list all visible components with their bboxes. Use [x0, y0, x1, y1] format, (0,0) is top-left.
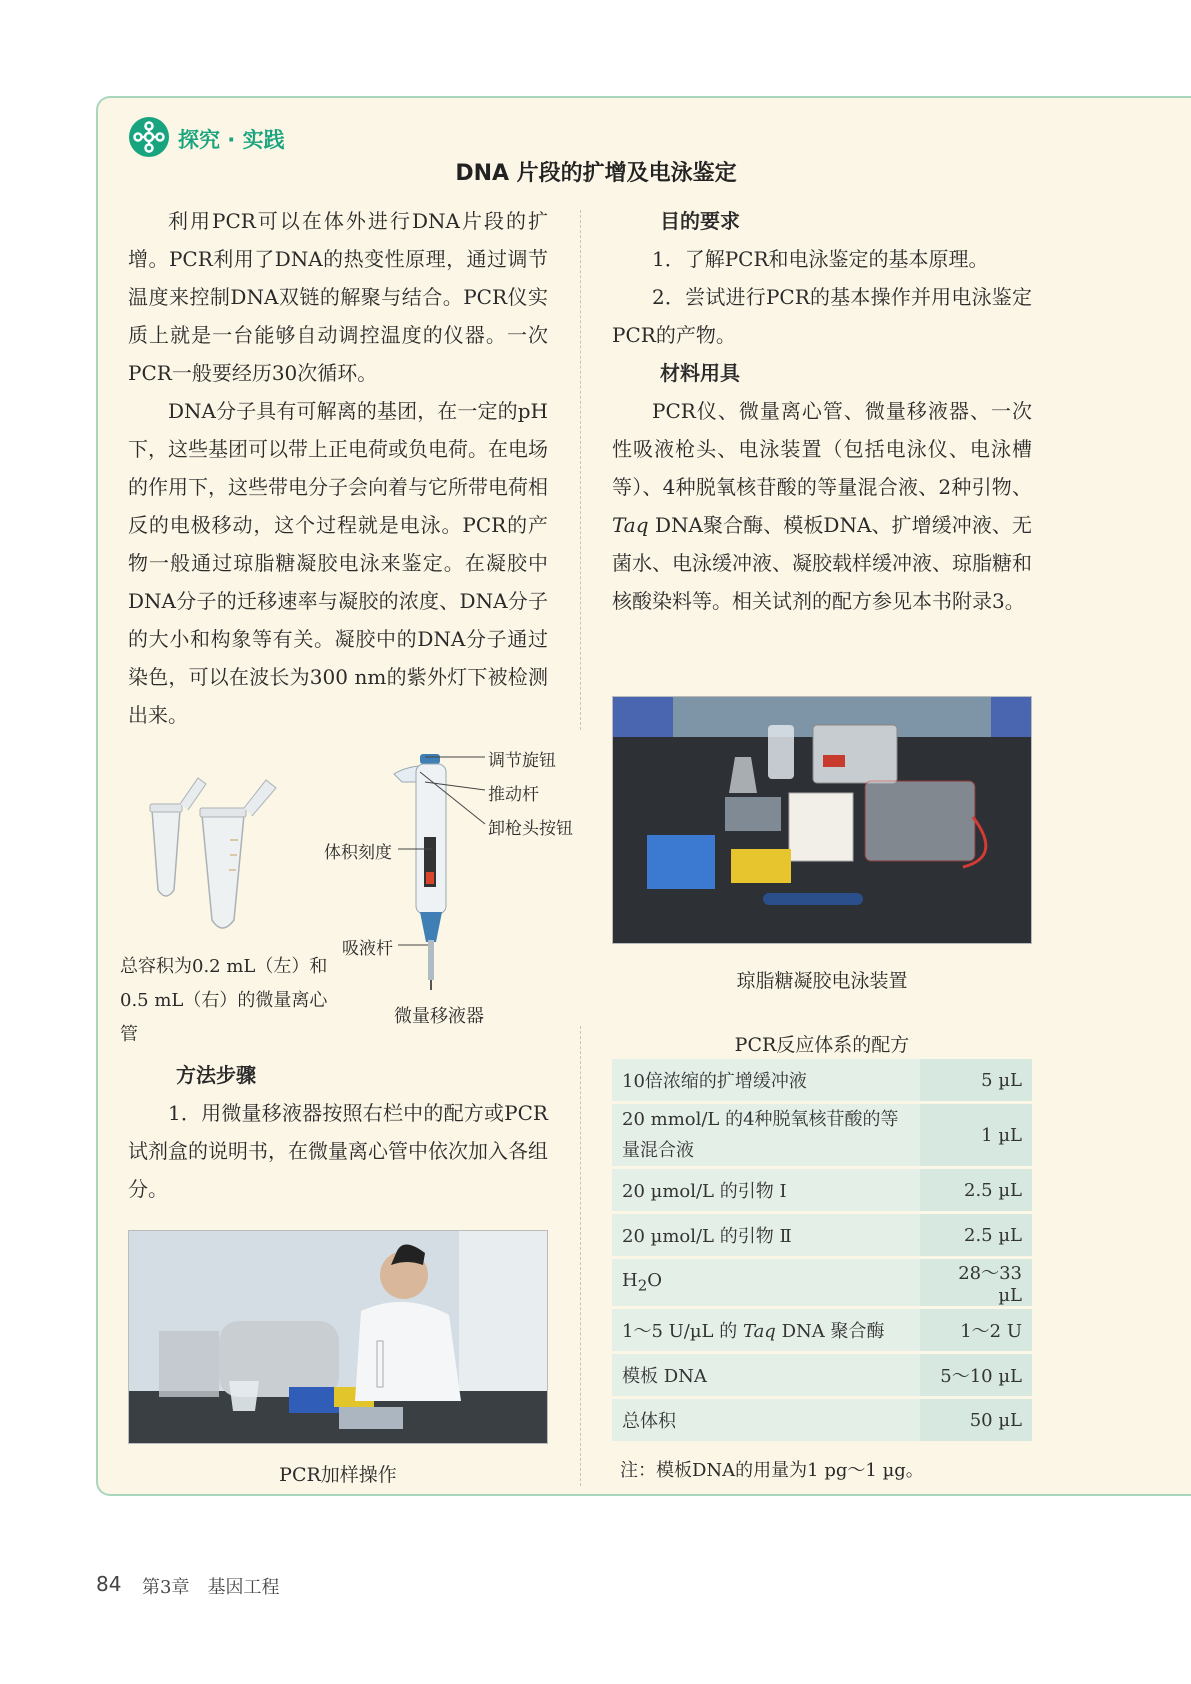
gel-electrophoresis-photo	[612, 696, 1032, 944]
table-row	[612, 1399, 1032, 1441]
table-row	[612, 1259, 1032, 1306]
gel-caption: 琼脂糖凝胶电泳装置	[736, 970, 908, 992]
recipe-title: PCR反应体系的配方	[734, 1034, 910, 1056]
intro-text	[128, 202, 548, 734]
page-number: 84	[96, 1572, 122, 1596]
pcr-loading-photo	[128, 1230, 548, 1444]
recipe-value: 1～2 U	[920, 1309, 1032, 1351]
recipe-name: 20 µmol/L 的引物 Ⅱ	[612, 1214, 920, 1256]
pipette-label-volume: 体积刻度	[324, 843, 392, 863]
objective-item-2: 2．尝试进行PCR的基本操作并用电泳鉴定PCR的产物。	[612, 285, 1032, 347]
column-divider	[580, 1026, 581, 1486]
section-label: 探究 · 实践	[178, 128, 285, 152]
page-title: DNA 片段的扩增及电泳鉴定	[455, 161, 737, 186]
method-step-1: 1．用微量移液器按照右栏中的配方或PCR试剂盒的说明书，在微量离心管中依次加入各组分。	[128, 1101, 548, 1201]
pipette-label-plunger: 推动杆	[488, 785, 539, 805]
recipe-name: 总体积	[612, 1399, 920, 1441]
pipette-caption: 微量移液器	[394, 1006, 484, 1027]
table-row	[612, 1354, 1032, 1396]
materials-heading: 材料用具	[660, 361, 740, 385]
tubes-caption: 总容积为0.2 mL（左）和0.5 mL（右）的微量离心管	[120, 956, 328, 1045]
methods-heading: 方法步骤	[176, 1063, 256, 1087]
recipe-value: 1 µL	[920, 1104, 1032, 1166]
table-row	[612, 1309, 1032, 1351]
pipette-label-knob: 调节旋钮	[488, 751, 556, 771]
methods-section	[128, 1056, 548, 1208]
table-row	[612, 1214, 1032, 1256]
recipe-name: 1～5 U/µL 的 Taq DNA 聚合酶	[612, 1309, 920, 1351]
materials-text: PCR仪、微量离心管、微量移液器、一次性吸液枪头、电泳装置（包括电泳仪、电泳槽等）、4种脱氧核苷酸的等量混合液、2种引物、Taq DNA聚合酶、模板DNA、扩增缓冲液、无菌水、电泳缓冲液、凝胶载样缓冲液、琼脂糖和核酸染料等。相关试剂的配方参见本书附录3。	[612, 399, 1032, 613]
table-row	[612, 1169, 1032, 1211]
intro-paragraph-2: DNA分子具有可解离的基团，在一定的pH下，这些基团可以带上正电荷或负电荷。在电场的作用下，这些带电分子会向着与它所带电荷相反的电极移动，这个过程就是电泳。PCR的产物一般通过琼脂糖凝胶电泳来鉴定。在凝胶中DNA分子的迁移速率与凝胶的浓度、DNA分子的大小和构象等有关。凝胶中的DNA分子通过染色，可以在波长为300 nm的紫外灯下被检测出来。	[128, 399, 548, 727]
chapter-title: 第3章 基因工程	[142, 1577, 280, 1598]
recipe-table	[612, 1056, 1032, 1444]
recipe-name: 20 µmol/L 的引物 Ⅰ	[612, 1169, 920, 1211]
pipette-label-ejector: 卸枪头按钮	[488, 819, 573, 839]
pipette-label-shaft: 吸液杆	[342, 939, 393, 959]
microcentrifuge-tubes-illustration	[140, 770, 290, 940]
table-row	[612, 1059, 1032, 1101]
recipe-name: $H_2O$	[612, 1259, 920, 1306]
recipe-value: 28～33 µL	[920, 1259, 1032, 1306]
recipe-name: 20 mmol/L 的4种脱氧核苷酸的等量混合液	[612, 1104, 920, 1166]
column-divider	[580, 210, 581, 730]
intro-paragraph-1: 利用PCR可以在体外进行DNA片段的扩增。PCR利用了DNA的热变性原理，通过调节温度来控制DNA双链的解聚与结合。PCR仪实质上就是一台能够自动调控温度的仪器。一次PCR一般要经历30次循环。	[128, 209, 548, 385]
recipe-note: 注：模板DNA的用量为1 pg～1 µg。	[620, 1460, 924, 1481]
recipe-name: 10倍浓缩的扩增缓冲液	[612, 1059, 920, 1101]
objectives-section	[612, 202, 1032, 620]
recipe-value: 50 µL	[920, 1399, 1032, 1441]
objectives-heading: 目的要求	[660, 209, 740, 233]
molecule-icon	[128, 116, 170, 158]
table-row	[612, 1104, 1032, 1166]
recipe-name: 模板 DNA	[612, 1354, 920, 1396]
recipe-value: 2.5 µL	[920, 1214, 1032, 1256]
objective-item-1: 1．了解PCR和电泳鉴定的基本原理。	[652, 247, 989, 271]
recipe-value: 5 µL	[920, 1059, 1032, 1101]
pcr-caption: PCR加样操作	[279, 1464, 397, 1486]
recipe-value: 2.5 µL	[920, 1169, 1032, 1211]
recipe-value: 5～10 µL	[920, 1354, 1032, 1396]
